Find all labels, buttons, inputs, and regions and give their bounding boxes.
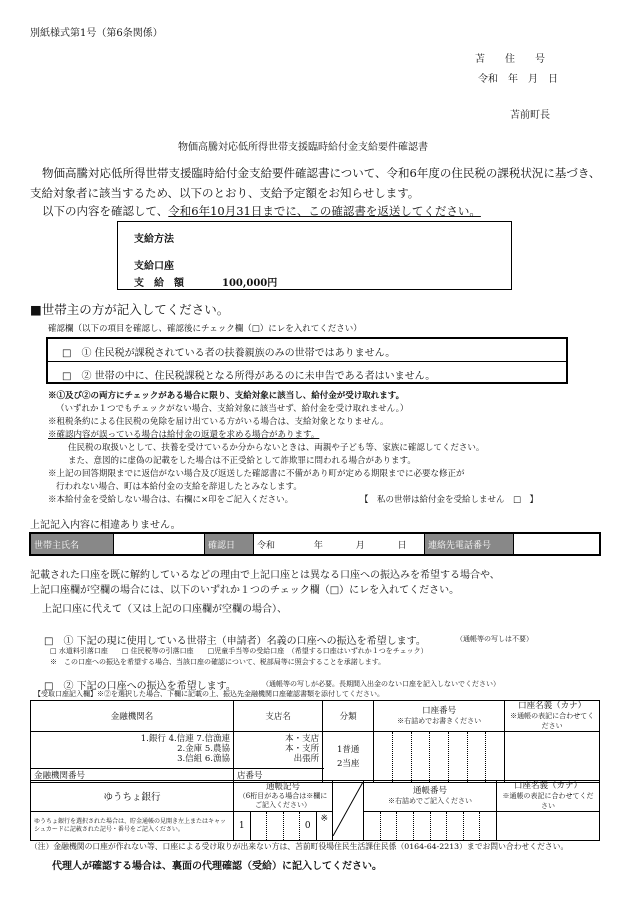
account-number-title: 口座番号 [422, 706, 457, 716]
branch-header: 支店名 [234, 701, 323, 732]
yucho-table [30, 780, 600, 841]
check-item-1[interactable]: □ ① 住民税が課税されている者の扶養親族のみの世帯ではありません。 [62, 348, 396, 359]
passbook-symbol-title: 通帳記号 [265, 781, 300, 792]
bank-name-header: 金融機関名 [31, 701, 234, 732]
category-current: 2当座 [336, 759, 360, 769]
phone-field[interactable] [514, 534, 600, 555]
symbol-digit-last: 0 [300, 812, 317, 840]
check-instruction: 確認欄（以下の項目を確認し、確認後にチェック欄（□）にレを入れてください） [48, 324, 362, 334]
account-holder-header [505, 701, 600, 732]
slash-line [333, 782, 363, 836]
account-number-header [374, 701, 505, 732]
form-id: 別紙様式第1号（第6条関係） [30, 28, 163, 39]
passbook-symbol-field[interactable] [234, 812, 333, 841]
note-4: ※確認内容が誤っている場合は給付金の返還を求める場合があります。 [48, 430, 320, 440]
account-change-line-2: 上記口座欄が空欄の場合には、以下のいずれか１つのチェック欄（□）にレを入れてください。 [30, 585, 460, 596]
payment-account-label: 支給口座 [134, 261, 174, 272]
account-change-line-3: 上記口座に代えて（又は上記の口座欄が空欄の場合）、 [42, 604, 287, 615]
passbook-number-header [364, 781, 497, 812]
proxy-note: 代理人が確認する場合は、裏面の代理確認（受給）に記入してください。 [52, 861, 382, 872]
note-7: ※上記の回答期限までに返信がない場合及び返送した確認書に不備があり町が定める期限までに必要な修正が [48, 469, 465, 479]
bank-account-table [30, 700, 600, 783]
symbol-sixth-digit: ※ [320, 814, 329, 824]
phone-label: 連絡先電話番号 [425, 534, 514, 555]
decline-checkbox[interactable]: 【 私の世帯は給付金を受給しません □ 】 [360, 495, 539, 505]
householder-heading: ■世帯主の方が記入してください。 [30, 302, 230, 317]
payment-method-label: 支給方法 [134, 234, 174, 245]
bank-type-options[interactable] [31, 732, 234, 769]
yucho-holder-title: 口座名義（カナ） [513, 781, 582, 791]
category-header: 分類 [323, 701, 374, 732]
passbook-symbol-hint: （6桁目がある場合は※欄に ご記入ください） [238, 791, 328, 809]
issuer: 苫前町長 [510, 110, 550, 121]
account-number-hint: ※右詰めでお書きください [397, 717, 482, 725]
intro-line-1: 物価高騰対応低所得世帯支援臨時給付金支給要件確認書について、令和6年度の住民税の課税状況に基づき、 [42, 166, 601, 180]
yucho-note: ゆうちょ銀行を選択された場合は、貯金通帳の見開き左上またはキャッシュカードに記載された記号・番号をご記入ください。 [31, 812, 234, 841]
note-8: 行われない場合、町は本給付金の支給を辞退したとみなします。 [56, 482, 302, 492]
category-options[interactable] [323, 732, 374, 783]
confirm-date-label: 確認日 [205, 534, 254, 555]
note-5: 住民税の取扱いとして、扶養を受けているか分からないときは、両親や子ども等、家族に確認してください。 [68, 443, 485, 453]
yucho-holder-hint: ※通帳の表記に合わせてください [502, 792, 594, 810]
month-label: 月 [355, 540, 365, 551]
document-title: 物価高騰対応低所得世帯支援臨時給付金支給要件確認書 [178, 142, 428, 153]
intro-line-3: 以下の内容を確認して、令和6年10月31日までに、この確認書を返送してください。 [42, 204, 481, 218]
yucho-holder-header [497, 781, 600, 812]
account-option-1-consent: ※ この口座への振込を希望する場合、当該口座の確認について、税部局等に照会することを承諾します。 [50, 658, 386, 666]
account-holder-field[interactable] [505, 732, 600, 783]
doc-number: 苫 住 号 [475, 54, 545, 65]
day-label: 日 [397, 540, 407, 551]
account-option-2-sub: 【受取口座記入欄】※②を選択した場合、下欄に記載の上、振込先金融機関口座確認書類を添付してください。 [34, 690, 384, 698]
confirm-statement: 上記記入内容に相違ありません。 [30, 520, 181, 531]
branch-type-row-2: 本・支所 [285, 744, 320, 754]
payment-amount-label: 支 給 額 [134, 278, 184, 289]
account-holder-title: 口座名義（カナ） [518, 701, 587, 711]
yucho-divider [333, 781, 364, 841]
note-6: また、意図的に虚偽の記載をした場合は不正受給として詐欺罪に問われる場合があります。 [68, 456, 416, 466]
payment-box [117, 221, 512, 290]
passbook-number-title: 通帳番号 [412, 786, 447, 796]
account-option-2-note: （通帳等の写しが必要。長期間入出金のない口座を記入しないでください） [262, 680, 500, 688]
branch-type-row-1: 本・支店 [285, 734, 320, 744]
account-holder-hint: ※通帳の表記に合わせてください [510, 712, 595, 730]
bank-type-row-2: 2.金庫 5.農協 [177, 744, 230, 754]
note-1: ※①及び②の両方にチェックがある場合に限り、支給対象に該当し、給付金が受け取れます。 [48, 391, 405, 401]
account-option-1-note: （通帳等の写しは不要） [456, 635, 533, 643]
check-item-2[interactable]: □ ② 世帯の中に、住民税課税となる所得があるのに未申告である者はいません。 [62, 371, 436, 382]
passbook-number-hint: ※右詰めでご記入ください [388, 797, 472, 805]
bank-type-row-3: 3.信組 6.漁協 [177, 754, 230, 764]
account-option-1[interactable]: □ ① 下記の現に使用している世帯主（申請者）名義の口座への振込を希望します。 [44, 636, 426, 647]
bank-type-row-1: 1.銀行 4.信連 7.信漁連 [140, 734, 230, 744]
passbook-number-field[interactable] [364, 812, 497, 841]
category-ordinary: 1普通 [336, 745, 360, 755]
issue-date: 令和 年 月 日 [478, 74, 558, 85]
note-9: ※本給付金を受給しない場合は、右欄に×印をご記入ください。 [48, 495, 294, 505]
payment-amount-value: 100,000円 [222, 278, 278, 289]
account-option-1-sub[interactable]: □ 水道料引落口座 □ 住民税等の引落口座 □児童手当等の受給口座 （希望する口座はいずれか１つをチェック） [50, 647, 428, 655]
note-2: （いずれか１つでもチェックがない場合、支給対象に該当せず、給付金を受け取れません。） [56, 404, 409, 414]
account-change-line-1: 記載された口座を既に解約しているなどの理由で上記口座とは異なる口座への振込みを希望する場合や、 [30, 570, 500, 581]
symbol-digit-first: 1 [234, 812, 251, 840]
passbook-symbol-header [234, 781, 333, 812]
householder-table [30, 533, 600, 555]
reiwa-label: 令和 [257, 540, 276, 551]
householder-label: 世帯主氏名 [31, 534, 114, 555]
branch-type-row-3: 出張所 [293, 754, 320, 764]
yucho-name: ゆうちょ銀行 [31, 781, 234, 812]
year-label: 年 [313, 540, 323, 551]
bank-code-label: 金融機関番号 [34, 771, 86, 782]
note-3: ※租税条約による住民税の免除を届け出ている方がいる場合は、支給対象となりません。 [48, 417, 389, 427]
confirm-date-field[interactable] [254, 534, 425, 555]
householder-name-field[interactable] [114, 534, 205, 555]
inquiry-note: （注）金融機関の口座が作れない等、口座による受け取りが出来ない方は、苫前町役場住民生活課住民係（0164-64-2213）までお問い合わせください。 [30, 842, 569, 851]
confirmation-checks [46, 337, 568, 384]
branch-code-label: 店番号 [237, 771, 263, 782]
yucho-holder-field[interactable] [497, 812, 600, 841]
branch-type-options[interactable] [234, 732, 323, 769]
account-option-2[interactable]: □ ② 下記の口座への振込を希望します。 [44, 681, 236, 692]
account-number-field[interactable] [374, 732, 505, 783]
intro-line-2: 支給対象者に該当するため、以下のとおり、支給予定額をお知らせします。 [30, 186, 420, 200]
